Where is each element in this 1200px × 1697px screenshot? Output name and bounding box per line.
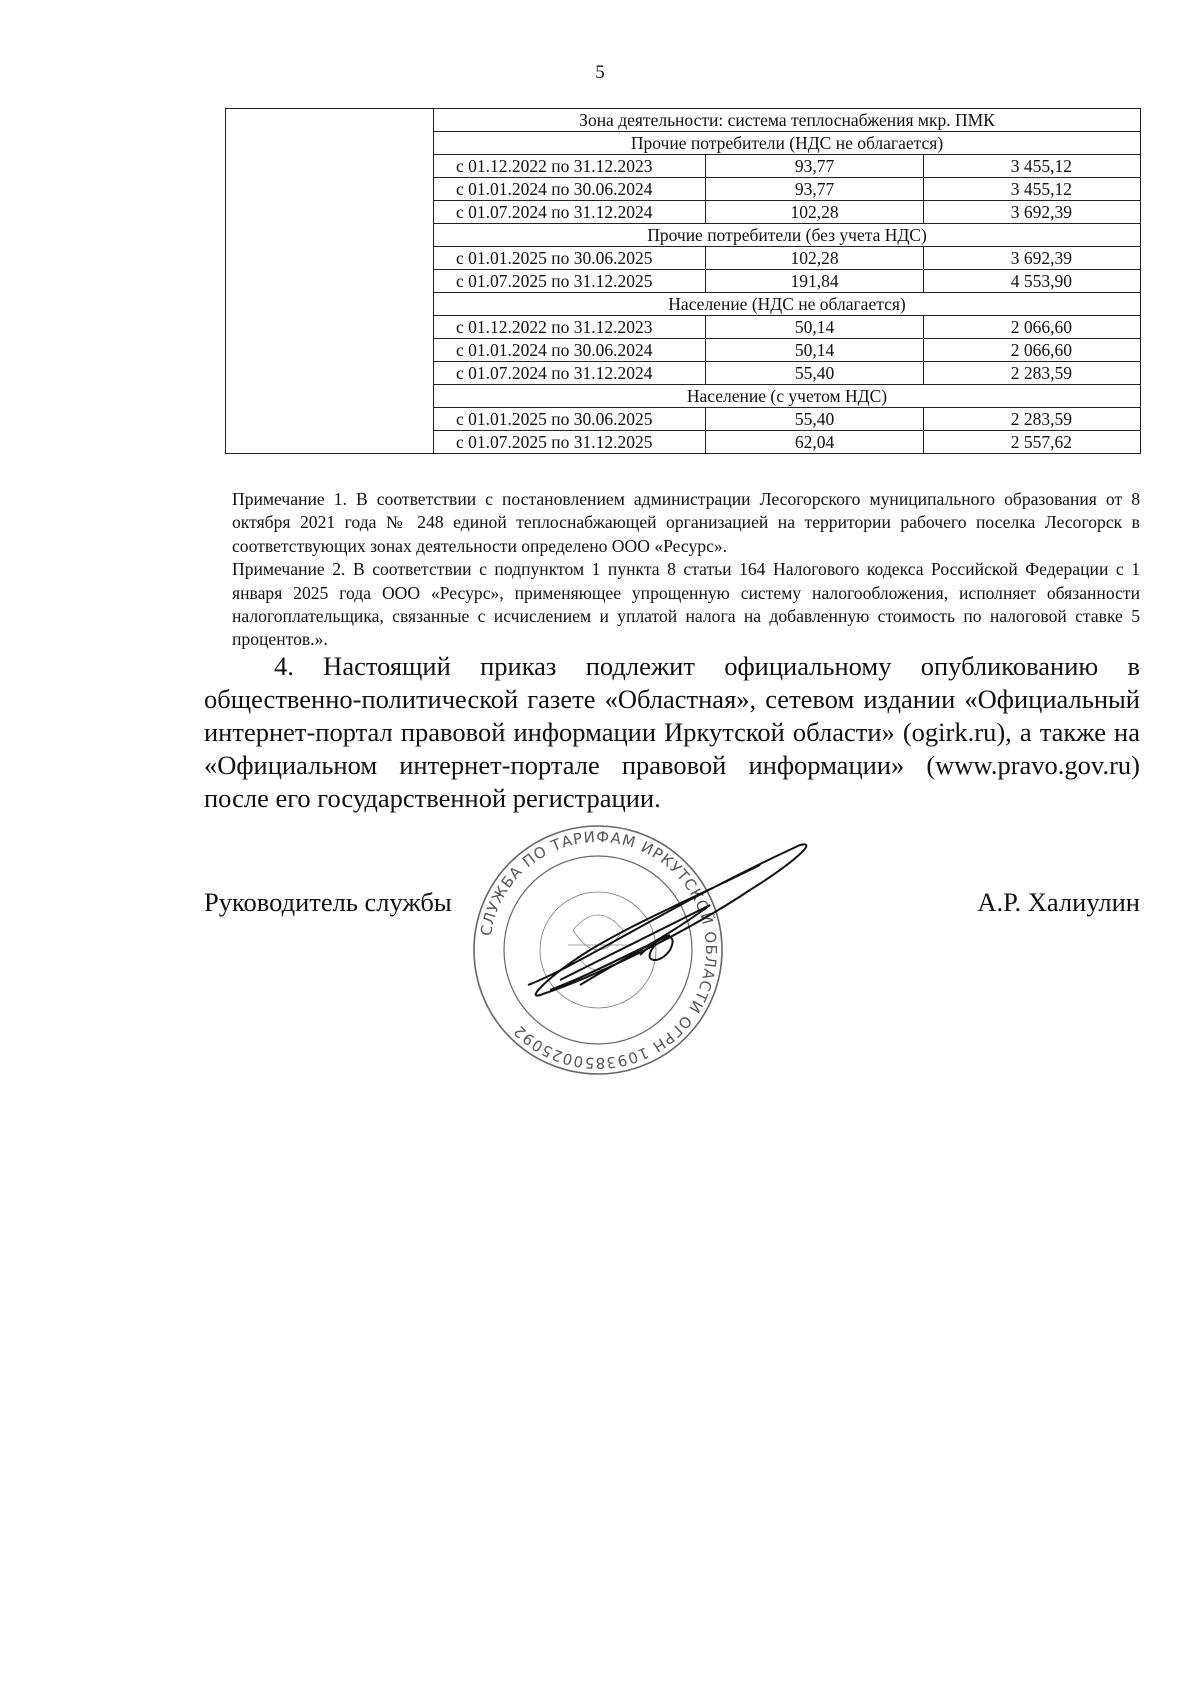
value1-cell: 55,40 bbox=[706, 362, 924, 385]
tariff-table-body bbox=[226, 109, 1141, 454]
value2-cell: 2 283,59 bbox=[924, 408, 1141, 431]
value1-cell: 191,84 bbox=[706, 270, 924, 293]
period-cell: с 01.07.2024 по 31.12.2024 bbox=[434, 362, 706, 385]
value1-cell: 93,77 bbox=[706, 178, 924, 201]
value2-cell: 2 283,59 bbox=[924, 362, 1141, 385]
handwritten-signature bbox=[520, 835, 820, 1005]
seal-outer-text: СЛУЖБА ПО ТАРИФАМ ИРКУТСКОЙ ОБЛАСТИ ОГРН 1093850025092 bbox=[476, 827, 721, 1073]
value1-cell: 102,28 bbox=[706, 247, 924, 270]
period-cell: с 01.07.2025 по 31.12.2025 bbox=[434, 431, 706, 454]
period-cell: с 01.12.2022 по 31.12.2023 bbox=[434, 316, 706, 339]
value1-cell: 102,28 bbox=[706, 201, 924, 224]
value1-cell: 50,14 bbox=[706, 339, 924, 362]
publication-paragraph: 4. Настоящий приказ подлежит официальному опубликованию в общественно-политической газете «Областная», сетевом издании «Официальный интернет-портал правовой информации Иркутской области» (ogirk.ru), а также на «Официальном интернет-портале правовой информации» (www.pravo.gov.ru) после его государственной регистрации. bbox=[204, 651, 1140, 813]
value1-cell: 93,77 bbox=[706, 155, 924, 178]
value2-cell: 2 557,62 bbox=[924, 431, 1141, 454]
tariff-table bbox=[225, 108, 1141, 454]
group-title: Население (НДС не облагается) bbox=[434, 293, 1141, 316]
period-cell: с 01.01.2025 по 30.06.2025 bbox=[434, 247, 706, 270]
value2-cell: 3 692,39 bbox=[924, 247, 1141, 270]
period-cell: с 01.07.2024 по 31.12.2024 bbox=[434, 201, 706, 224]
group-title: Население (с учетом НДС) bbox=[434, 385, 1141, 408]
value2-cell: 2 066,60 bbox=[924, 316, 1141, 339]
group-title: Прочие потребители (НДС не облагается) bbox=[434, 132, 1141, 155]
period-cell: с 01.01.2024 по 30.06.2024 bbox=[434, 339, 706, 362]
period-cell: с 01.12.2022 по 31.12.2023 bbox=[434, 155, 706, 178]
zone-header: Зона деятельности: система теплоснабжения мкр. ПМК bbox=[434, 109, 1141, 132]
note-2: Примечание 2. В соответствии с подпунктом 1 пункта 8 статьи 164 Налогового кодекса Российской Федерации с 1 января 2025 года ООО «Ресурс», применяющее упрощенную систему налогообложения, исполняет обязанности налогоплательщика, связанные с исчислением и уплатой налога на добавленную стоимость по налоговой ставке 5 процентов.». bbox=[232, 559, 1140, 650]
value2-cell: 3 455,12 bbox=[924, 178, 1141, 201]
note-1: Примечание 1. В соответствии с постановлением администрации Лесогорского муниципального образования от 8 октября 2021 года № 248 единой теплоснабжающей организацией на территории рабочего поселка Лесогорск в соответствующих зонах деятельности определено ООО «Ресурс». bbox=[232, 489, 1140, 556]
page-number: 5 bbox=[595, 62, 605, 83]
value2-cell: 2 066,60 bbox=[924, 339, 1141, 362]
value2-cell: 3 692,39 bbox=[924, 201, 1141, 224]
signer-name: А.Р. Халиулин bbox=[977, 887, 1140, 917]
notes-block bbox=[232, 488, 1140, 652]
period-cell: с 01.01.2025 по 30.06.2025 bbox=[434, 408, 706, 431]
value1-cell: 55,40 bbox=[706, 408, 924, 431]
blank-cell bbox=[226, 109, 434, 454]
value2-cell: 3 455,12 bbox=[924, 155, 1141, 178]
zone-header-row bbox=[226, 109, 1141, 132]
period-cell: с 01.01.2024 по 30.06.2024 bbox=[434, 178, 706, 201]
value2-cell: 4 553,90 bbox=[924, 270, 1141, 293]
group-title: Прочие потребители (без учета НДС) bbox=[434, 224, 1141, 247]
value1-cell: 50,14 bbox=[706, 316, 924, 339]
signer-role: Руководитель службы bbox=[204, 887, 452, 917]
period-cell: с 01.07.2025 по 31.12.2025 bbox=[434, 270, 706, 293]
value1-cell: 62,04 bbox=[706, 431, 924, 454]
